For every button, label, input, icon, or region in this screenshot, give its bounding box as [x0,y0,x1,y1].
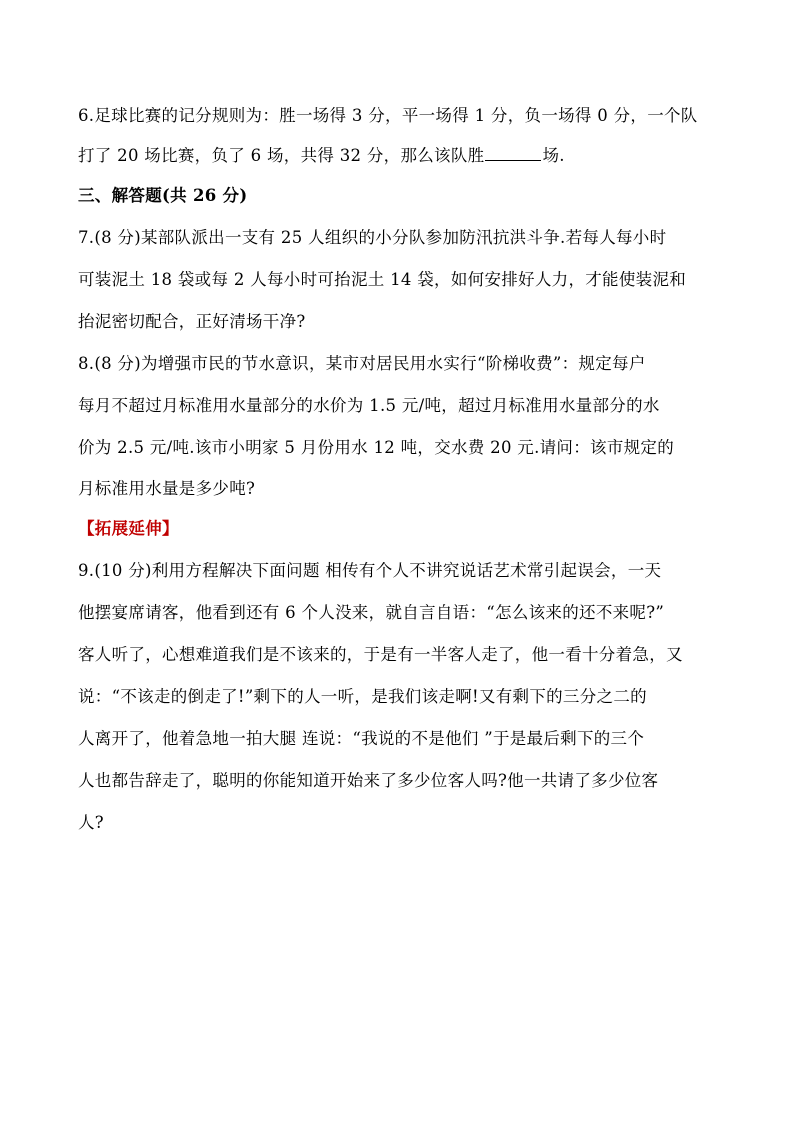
extension-heading: 【拓展延伸】 [78,519,179,538]
answer-blank[interactable] [485,144,541,161]
q9-line-3: 客人听了，心想难道我们是不该来的，于是有一半客人走了，他一看十分着急，又 [78,645,683,664]
q9-line-4: 说：“不该走的倒走了!”剩下的人一听，是我们该走啊!又有剩下的三分之二的 [78,687,647,706]
q9-line-1: 9.(10 分)利用方程解决下面问题 相传有个人不讲究说话艺术常引起误会，一天 [78,561,662,580]
q9-line-7: 人? [78,813,104,832]
q6-line-2-tail: 场. [542,146,565,165]
q9-line-2: 他摆宴席请客，他看到还有 6 个人没来，就自言自语：“怎么该来的还不来呢?” [78,603,665,622]
q8-line-3: 价为 2.5 元/吨.该市小明家 5 月份用水 12 吨，交水费 20 元.请问：该市规定的 [78,438,675,457]
q6-line-1: 6.足球比赛的记分规则为：胜一场得 3 分，平一场得 1 分，负一场得 0 分，一个队 [78,106,698,125]
q8-line-1: 8.(8 分)为增强市民的节水意识，某市对居民用水实行“阶梯收费”：规定每户 [78,354,646,373]
q7-line-1: 7.(8 分)某部队派出一支有 25 人组织的小分队参加防汛抗洪斗争.若每人每小时 [78,228,667,247]
q6-line-2-text: 打了 20 场比赛，负了 6 场，共得 32 分，那么该队胜 [78,146,485,165]
q9-line-6: 人也都告辞走了，聪明的你能知道开始来了多少位客人吗?他一共请了多少位客 [78,771,659,790]
q9-line-5: 人离开了，他着急地一拍大腿 连说：“我说的不是他们 ”于是最后剩下的三个 [78,729,645,748]
q7-line-3: 抬泥密切配合，正好清场干净? [78,312,306,331]
q8-line-2: 每月不超过月标准用水量部分的水价为 1.5 元/吨，超过月标准用水量部分的水 [78,396,660,415]
section-heading: 三、解答题(共 26 分) [78,186,248,205]
q8-line-4: 月标准用水量是多少吨? [78,479,256,498]
q7-line-2: 可装泥土 18 袋或每 2 人每小时可抬泥土 14 袋，如何安排好人力，才能使装泥和 [78,270,687,289]
q6-line-2 [78,144,728,168]
